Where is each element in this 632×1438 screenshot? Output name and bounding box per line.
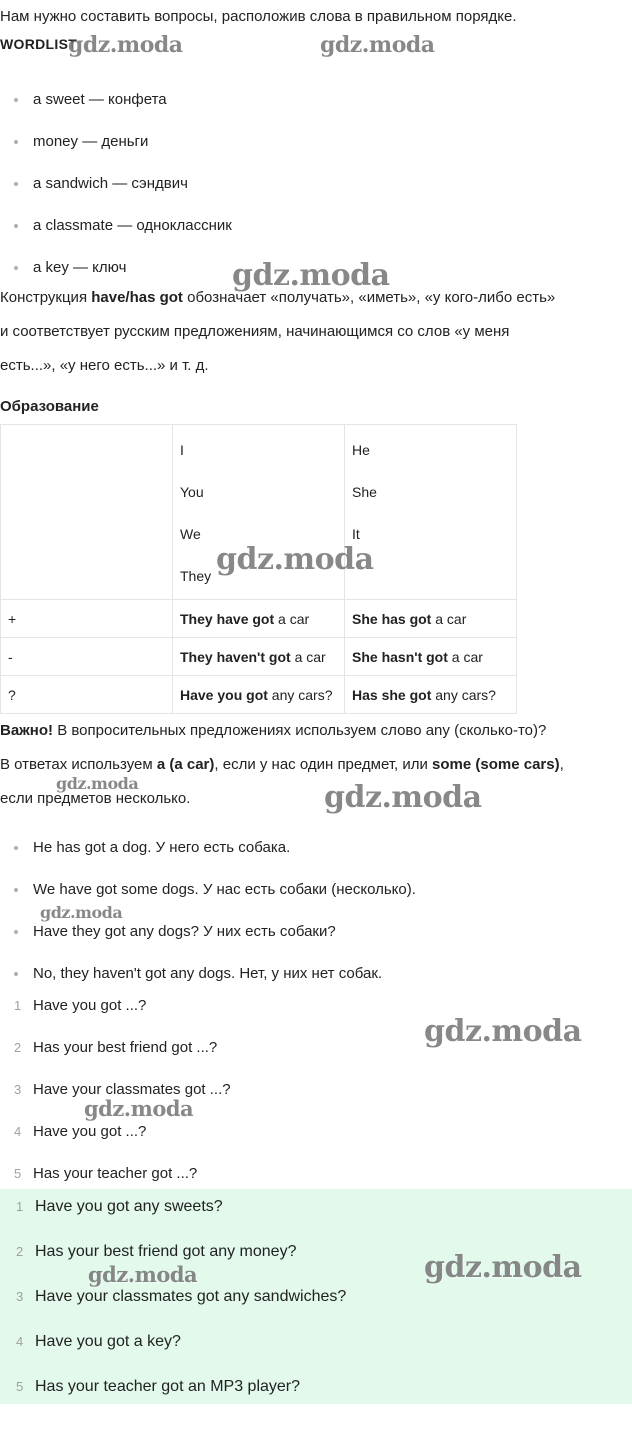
list-item: He has got a dog. У него есть собака. [0,827,630,869]
bullet-icon [14,98,18,102]
watermark: gdz.moda [424,1250,582,1285]
bullet-icon [14,266,18,270]
list-item: a key — ключ [0,247,630,289]
pronoun: You [180,484,204,500]
list-item: 1 Have you got ...? [14,997,147,1014]
watermark: gdz.moda [56,774,139,793]
pronoun: He [352,442,370,458]
table-row [1,638,517,676]
bullet-icon [14,182,18,186]
answer-list [0,1189,630,1414]
answer-item: 1 Have you got any sweets? [16,1198,223,1215]
answer-item: 3 Have your classmates got any sandwiches? [16,1288,347,1305]
list-item: No, they haven't got any dogs. Нет, у них нет собак. [0,953,630,995]
list-item: a sandwich — сэндвич [0,163,630,205]
bullet-icon [14,846,18,850]
intro-text: Нам нужно составить вопросы, расположив слова в правильном порядке. [0,8,517,25]
important-line-3: если предметов несколько. [0,790,191,807]
pronoun: I [180,442,184,458]
formation-title: Образование [0,398,99,415]
table-row [1,600,517,638]
watermark: gdz.moda [424,1014,582,1049]
pronoun: We [180,526,201,542]
table-cell: She hasn't got a car [345,638,517,676]
sign-cell: + [1,600,173,638]
list-item: 2 Has your best friend got ...? [14,1039,218,1056]
important-line-2: В ответах используем a (a car), если у нас один предмет, или some (some cars), [0,756,564,773]
watermark: gdz.moda [84,1096,194,1121]
list-item: 3 Have your classmates got ...? [14,1081,231,1098]
bullet-icon [14,930,18,934]
table-cell: They haven't got a car [173,638,345,676]
table-row [1,676,517,714]
sign-cell: ? [1,676,173,714]
list-item: 4 Have you got ...? [14,1123,147,1140]
watermark: gdz.moda [320,32,435,58]
bullet-icon [14,140,18,144]
table-cell: Have you got any cars? [173,676,345,714]
table-cell: She has got a car [345,600,517,638]
answer-item: 4 Have you got a key? [16,1333,181,1350]
construction-line-1: Конструкция have/has got обозначает «получать», «иметь», «у кого-либо есть» [0,289,556,306]
bullet-icon [14,888,18,892]
list-item: a sweet — конфета [0,79,630,121]
answer-item: 5 Has your teacher got an MP3 player? [16,1378,301,1395]
list-item: a classmate — одноклассник [0,205,630,247]
list-item: 5 Has your teacher got ...? [14,1165,198,1182]
pronoun: It [352,526,360,542]
table-cell: They have got a car [173,600,345,638]
construction-line-2: и соответствует русским предложениям, начинающимся со слов «у меня [0,323,510,340]
table-cell: Has she got any cars? [345,676,517,714]
watermark: gdz.moda [216,542,374,577]
table-cell [1,425,173,600]
wordlist-title: WORDLIST [0,36,78,52]
bullet-icon [14,224,18,228]
watermark: gdz.moda [324,780,482,815]
watermark: gdz.moda [68,32,183,58]
sign-cell: - [1,638,173,676]
watermark: gdz.moda [40,903,123,922]
bullet-icon [14,972,18,976]
pronoun: She [352,484,377,500]
watermark: gdz.moda [232,258,390,293]
pronoun: They [180,568,212,584]
answer-item: 2 Has your best friend got any money? [16,1243,297,1260]
watermark: gdz.moda [88,1262,198,1287]
list-item: We have got some dogs. У нас есть собаки (несколько). [0,869,630,911]
list-item: Have they got any dogs? У них есть собаки? [0,911,630,953]
answer-block [0,1189,632,1404]
construction-line-3: есть...», «у него есть...» и т. д. [0,357,209,374]
important-line-1: Важно! В вопросительных предложениях используем слово any (сколько-то)? [0,722,547,739]
list-item: money — деньги [0,121,630,163]
